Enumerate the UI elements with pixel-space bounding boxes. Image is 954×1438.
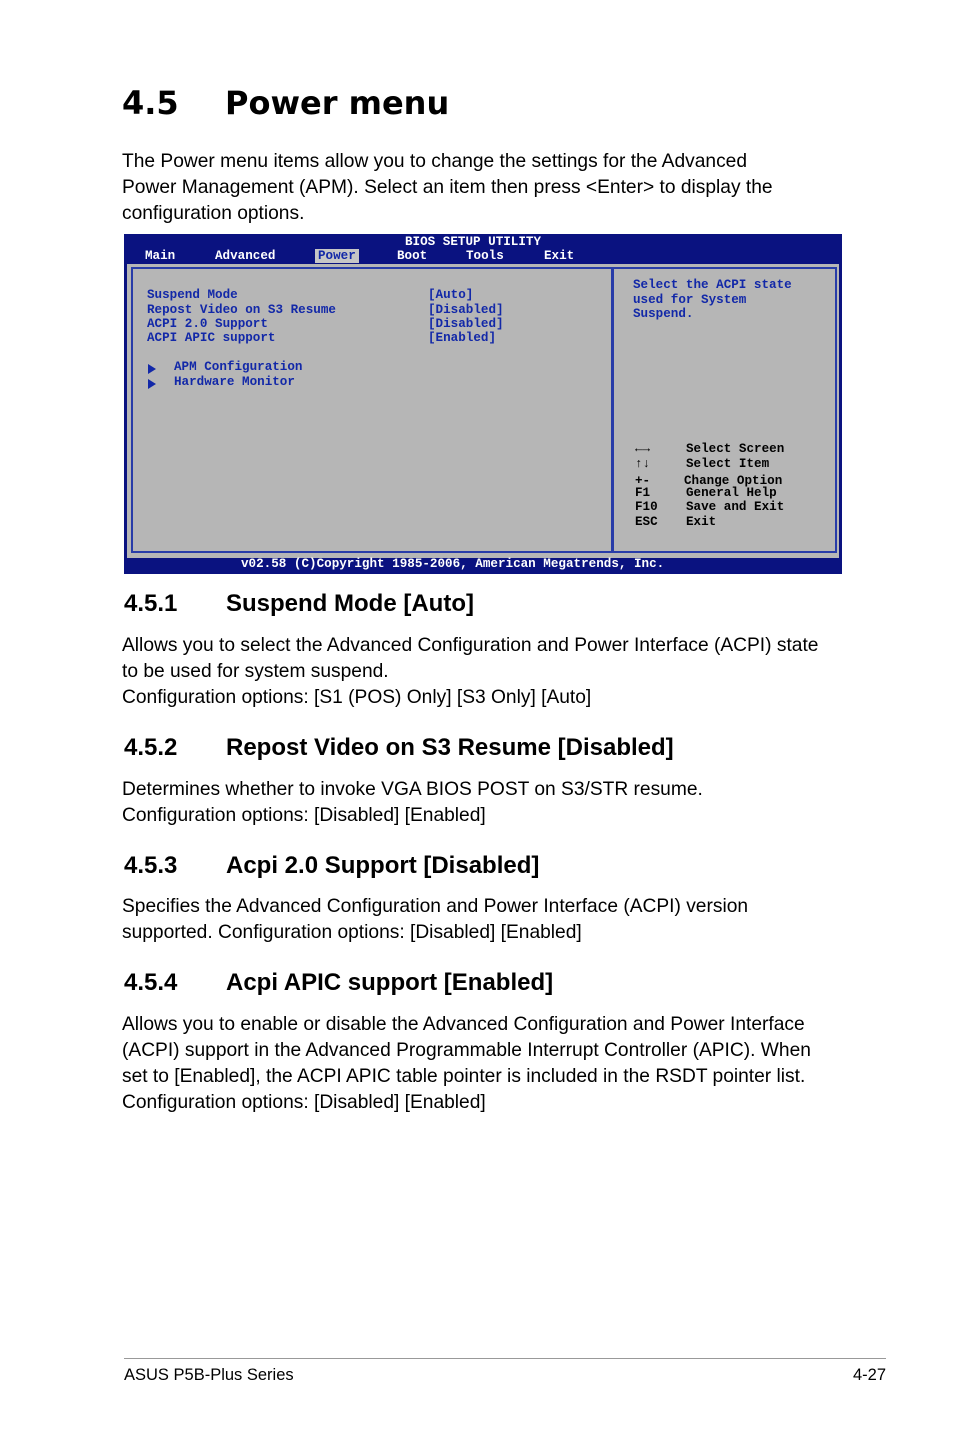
section-title: Power menu bbox=[225, 84, 450, 122]
bios-item-label[interactable]: Suspend Mode bbox=[147, 288, 238, 302]
bios-item-value[interactable]: [Disabled] bbox=[428, 303, 504, 317]
bios-item-label[interactable]: ACPI 2.0 Support bbox=[147, 317, 268, 331]
bios-submenu-hardware-monitor[interactable]: Hardware Monitor bbox=[174, 375, 295, 389]
bios-submenu-apm[interactable]: APM Configuration bbox=[174, 360, 303, 374]
bios-menu-main[interactable]: Main bbox=[145, 249, 176, 263]
submenu-arrow-icon bbox=[148, 379, 156, 389]
bios-screenshot bbox=[124, 234, 842, 574]
bios-item-label[interactable]: Repost Video on S3 Resume bbox=[147, 303, 336, 317]
footer-product: ASUS P5B-Plus Series bbox=[124, 1366, 294, 1384]
section-title: Repost Video on S3 Resume [Disabled] bbox=[226, 734, 674, 761]
bios-item-value[interactable]: [Disabled] bbox=[428, 317, 504, 331]
bios-key-desc: Select Screen bbox=[686, 442, 785, 456]
body-line: set to [Enabled], the ACPI APIC table pointer is included in the RSDT pointer list. bbox=[122, 1066, 806, 1087]
section-number: 4.5 bbox=[122, 84, 179, 122]
left-right-arrows-icon: ←→ bbox=[635, 442, 651, 456]
bios-menu-advanced[interactable]: Advanced bbox=[215, 249, 276, 263]
intro-paragraph bbox=[122, 149, 842, 227]
body-line: Specifies the Advanced Configuration and Power Interface (ACPI) version bbox=[122, 896, 749, 917]
section-number: 4.5.1 bbox=[124, 590, 178, 617]
bios-copyright: v02.58 (C)Copyright 1985-2006, American Megatrends, Inc. bbox=[241, 557, 665, 571]
section-heading bbox=[124, 969, 553, 997]
bios-title: BIOS SETUP UTILITY bbox=[405, 235, 542, 249]
footer-divider bbox=[124, 1358, 886, 1359]
bios-item-value[interactable]: [Auto] bbox=[428, 288, 474, 302]
submenu-arrow-icon bbox=[148, 364, 156, 374]
bios-help-line: used for System bbox=[633, 293, 747, 307]
section-heading bbox=[124, 852, 539, 880]
bios-item-label[interactable]: ACPI APIC support bbox=[147, 331, 276, 345]
bios-key-desc: General Help bbox=[686, 486, 777, 500]
body-line: to be used for system suspend. bbox=[122, 661, 389, 682]
section-heading bbox=[124, 590, 474, 618]
body-line: Configuration options: [Disabled] [Enabled] bbox=[122, 1092, 486, 1113]
footer-page-number: 4-27 bbox=[852, 1366, 886, 1384]
intro-line: configuration options. bbox=[122, 203, 305, 224]
bios-menu-power[interactable]: Power bbox=[315, 249, 359, 263]
section-heading bbox=[124, 734, 674, 762]
section-body bbox=[122, 894, 842, 946]
body-line: Configuration options: [S1 (POS) Only] [S3 Only] [Auto] bbox=[122, 687, 592, 708]
bios-key-desc: Exit bbox=[686, 515, 717, 529]
body-line: Configuration options: [Disabled] [Enabled] bbox=[122, 805, 486, 826]
section-number: 4.5.3 bbox=[124, 852, 178, 879]
up-down-arrows-icon: ↑↓ bbox=[635, 457, 651, 471]
section-title: Suspend Mode [Auto] bbox=[226, 590, 474, 617]
bios-key-desc: Select Item bbox=[686, 457, 770, 471]
bios-item-value[interactable]: [Enabled] bbox=[428, 331, 497, 345]
bios-key-desc: Change Option bbox=[684, 474, 783, 488]
section-number: 4.5.4 bbox=[124, 969, 178, 996]
body-line: Allows you to select the Advanced Configuration and Power Interface (ACPI) state bbox=[122, 635, 819, 656]
bios-key: F1 bbox=[635, 486, 651, 500]
bios-menu-exit[interactable]: Exit bbox=[544, 249, 575, 263]
body-line: Allows you to enable or disable the Advanced Configuration and Power Interface bbox=[122, 1014, 805, 1035]
intro-line: The Power menu items allow you to change the settings for the Advanced bbox=[122, 151, 748, 172]
body-line: (ACPI) support in the Advanced Programmable Interrupt Controller (APIC). When bbox=[122, 1040, 811, 1061]
bios-help-line: Select the ACPI state bbox=[633, 278, 792, 292]
section-body bbox=[122, 777, 842, 829]
section-number: 4.5.2 bbox=[124, 734, 178, 761]
body-line: Determines whether to invoke VGA BIOS POST on S3/STR resume. bbox=[122, 779, 703, 800]
section-body bbox=[122, 1012, 862, 1116]
bios-menu-tools[interactable]: Tools bbox=[466, 249, 504, 263]
bios-menu-boot[interactable]: Boot bbox=[397, 249, 428, 263]
bios-help-line: Suspend. bbox=[633, 307, 694, 321]
bios-key: F10 bbox=[635, 500, 658, 514]
bios-key-desc: Save and Exit bbox=[686, 500, 785, 514]
section-title: Acpi 2.0 Support [Disabled] bbox=[226, 852, 540, 879]
section-body bbox=[122, 633, 862, 711]
section-title: Acpi APIC support [Enabled] bbox=[226, 969, 554, 996]
bios-key: +- bbox=[635, 474, 651, 488]
page-title bbox=[122, 84, 449, 122]
body-line: supported. Configuration options: [Disabled] [Enabled] bbox=[122, 922, 582, 943]
bios-key: ESC bbox=[635, 515, 658, 529]
intro-line: Power Management (APM). Select an item then press <Enter> to display the bbox=[122, 177, 773, 198]
